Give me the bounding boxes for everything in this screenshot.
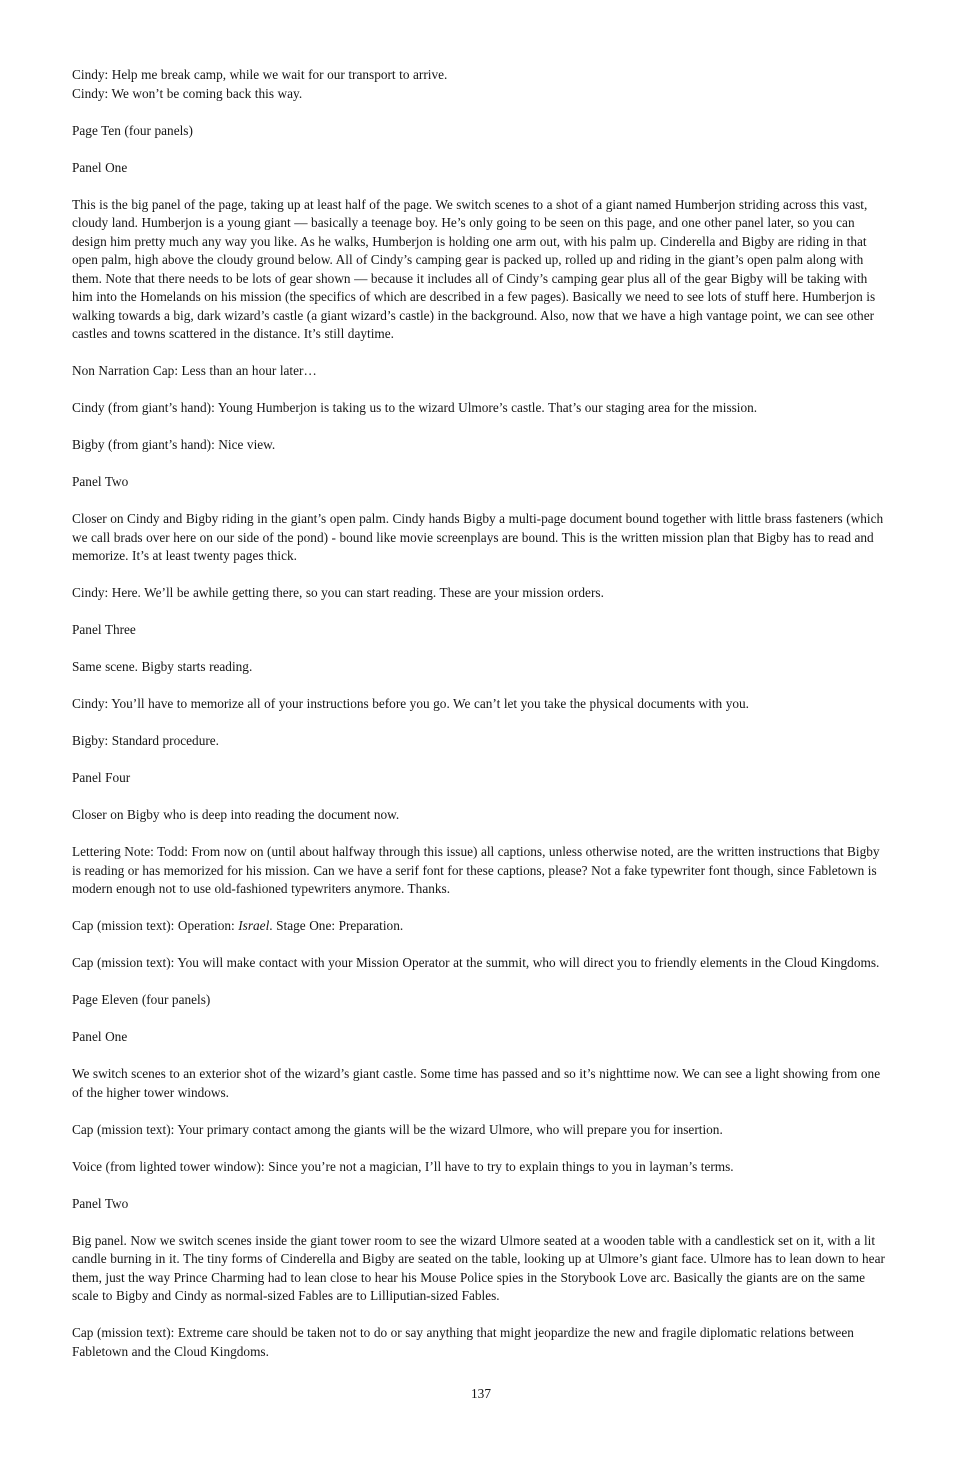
dialogue-cindy bbox=[72, 695, 890, 714]
text-run: Cap (mission text): You will make contact with your Mission Operator at the summit, who will direct you to friendly elements in the Cloud Kingdoms. bbox=[72, 955, 880, 970]
text-run: Closer on Cindy and Bigby riding in the giant’s open palm. Cindy hands Bigby a multi-page document bound together with little brass fasteners (which we call brads over here on our side of the pond) - bound like movie screenplays are bound. This is the written mission plan that Bigby has to read and memorize. It’s at least twenty pages thick. bbox=[72, 511, 884, 563]
dialogue-cindy bbox=[72, 399, 890, 418]
text-run: Bigby (from giant’s hand): Nice view. bbox=[72, 437, 276, 452]
text-run: Cindy: Help me break camp, while we wait for our transport to arrive. bbox=[72, 67, 448, 82]
text-run: Panel Four bbox=[72, 770, 131, 785]
text-run: Page Eleven (four panels) bbox=[72, 992, 211, 1007]
text-run: Bigby: Standard procedure. bbox=[72, 733, 219, 748]
panel-heading-two bbox=[72, 473, 890, 492]
text-run: . Stage One: Preparation. bbox=[269, 918, 404, 933]
text-run: This is the big panel of the page, taking up at least half of the page. We switch scenes to a shot of a giant named Humberjon striding across this vast, cloudy land. Humberjon is a young giant — basically a teenage boy. He’s only going to be seen on this page, and one other panel later, so you can design him pretty much any way you like. As he walks, Humberjon is holding one arm out, with his palm up. Cinderella and Bigby are riding in that open palm, high above the cloudy ground below. All of Cindy’s camping gear is packed up, rolled up and riding in the giant’s open palm along with them. Note that there needs to be lots of gear shown — because it includes all of Cindy’s camping gear plus all of the gear Bigby will be taking with him into the Homelands on his mission (the specifics of which are described in a few pages). Basically we need to see lots of stuff here. Humberjon is walking towards a big, dark wizard’s castle (a giant wizard’s castle) in the background. Also, now that we have a high vantage point, we can see other castles and towns scattered in the distance. It’s still daytime. bbox=[72, 196, 876, 341]
text-run: Same scene. Bigby starts reading. bbox=[72, 659, 253, 674]
panel-heading-four bbox=[72, 769, 890, 788]
text-run: Cap (mission text): Extreme care should be taken not to do or say anything that might jeopardize the new and fragile diplomatic relations between Fabletown and the Cloud Kingdoms. bbox=[72, 1325, 854, 1359]
text-run: Page Ten (four panels) bbox=[72, 122, 193, 138]
dialogue-cindy-pair bbox=[72, 66, 890, 103]
text-run: Closer on Bigby who is deep into reading the document now. bbox=[72, 807, 400, 822]
text-run: Cindy: Here. We’ll be awhile getting there, so you can start reading. These are your mission orders. bbox=[72, 585, 604, 600]
caption-non-narration bbox=[72, 362, 890, 381]
text-run: Cap (mission text): Operation: bbox=[72, 918, 239, 933]
lettering-note bbox=[72, 843, 890, 899]
panel-description bbox=[72, 1232, 890, 1306]
caption-mission-text bbox=[72, 954, 890, 973]
panel-description bbox=[72, 658, 890, 677]
text-run: Cindy: You’ll have to memorize all of your instructions before you go. We can’t let you take the physical documents with you. bbox=[72, 696, 749, 711]
text-run: We switch scenes to an exterior shot of the wizard’s giant castle. Some time has passed and so it’s nighttime now. We can see a light showing from one of the higher tower windows. bbox=[72, 1066, 881, 1100]
panel-heading-one bbox=[72, 1028, 890, 1047]
text-run: Non Narration Cap: Less than an hour later… bbox=[72, 363, 317, 378]
dialogue-voice bbox=[72, 1158, 890, 1177]
panel-heading-three bbox=[72, 621, 890, 640]
caption-mission-text bbox=[72, 917, 890, 936]
page-heading-ten bbox=[72, 122, 890, 141]
dialogue-bigby bbox=[72, 436, 890, 455]
text-run: Cap (mission text): Your primary contact among the giants will be the wizard Ulmore, who will prepare you for insertion. bbox=[72, 1121, 723, 1137]
panel-description bbox=[72, 510, 890, 566]
panel-description bbox=[72, 1065, 890, 1102]
text-run: Panel One bbox=[72, 1029, 128, 1044]
text-run: Panel One bbox=[72, 159, 128, 175]
text-run: Israel bbox=[238, 918, 270, 933]
text-run: Cindy: We won’t be coming back this way. bbox=[72, 85, 303, 101]
text-run: Panel Two bbox=[72, 1195, 129, 1211]
panel-description bbox=[72, 196, 890, 344]
panel-description bbox=[72, 806, 890, 825]
page-number: 137 bbox=[471, 1386, 491, 1401]
text-run: Voice (from lighted tower window): Since you’re not a magician, I’ll have to try to explain things to you in layman’s terms. bbox=[72, 1158, 734, 1174]
dialogue-bigby bbox=[72, 732, 890, 751]
text-run: Big panel. Now we switch scenes inside the giant tower room to see the wizard Ulmore seated at a wooden table with a candlestick set on it, with a lit candle burning in it. The tiny forms of Cinderella and Bigby are seated on the table, looking up at Ulmore’s giant face. Ulmore has to lean down to hear them, just the way Prince Charming had to lean close to hear his Mouse Police spies in the Storybook Love arc. Basically the giants are on the same scale to Bigby and Cindy as normal-sized Fables are to Lilliputian-sized Fables. bbox=[72, 1232, 885, 1303]
text-run: Cindy (from giant’s hand): Young Humberjon is taking us to the wizard Ulmore’s castle. That’s our staging area for the mission. bbox=[72, 400, 758, 415]
caption-mission-text bbox=[72, 1121, 890, 1140]
dialogue-cindy bbox=[72, 584, 890, 603]
text-run: Panel Three bbox=[72, 622, 136, 637]
caption-mission-text bbox=[72, 1324, 890, 1361]
text-run: Panel Two bbox=[72, 474, 129, 489]
panel-heading-two bbox=[72, 1195, 890, 1214]
panel-heading-one bbox=[72, 159, 890, 178]
text-run: Lettering Note: Todd: From now on (until about halfway through this issue) all captions, unless otherwise noted, are the written instructions that Bigby is reading or has memorized for his mission. Can we have a serif font for these captions, please? Not a fake typewriter font though, since Fabletown is modern enough not to use old-fashioned typewriters anymore. Thanks. bbox=[72, 844, 880, 896]
page-heading-eleven bbox=[72, 991, 890, 1010]
script-body bbox=[72, 66, 890, 1361]
